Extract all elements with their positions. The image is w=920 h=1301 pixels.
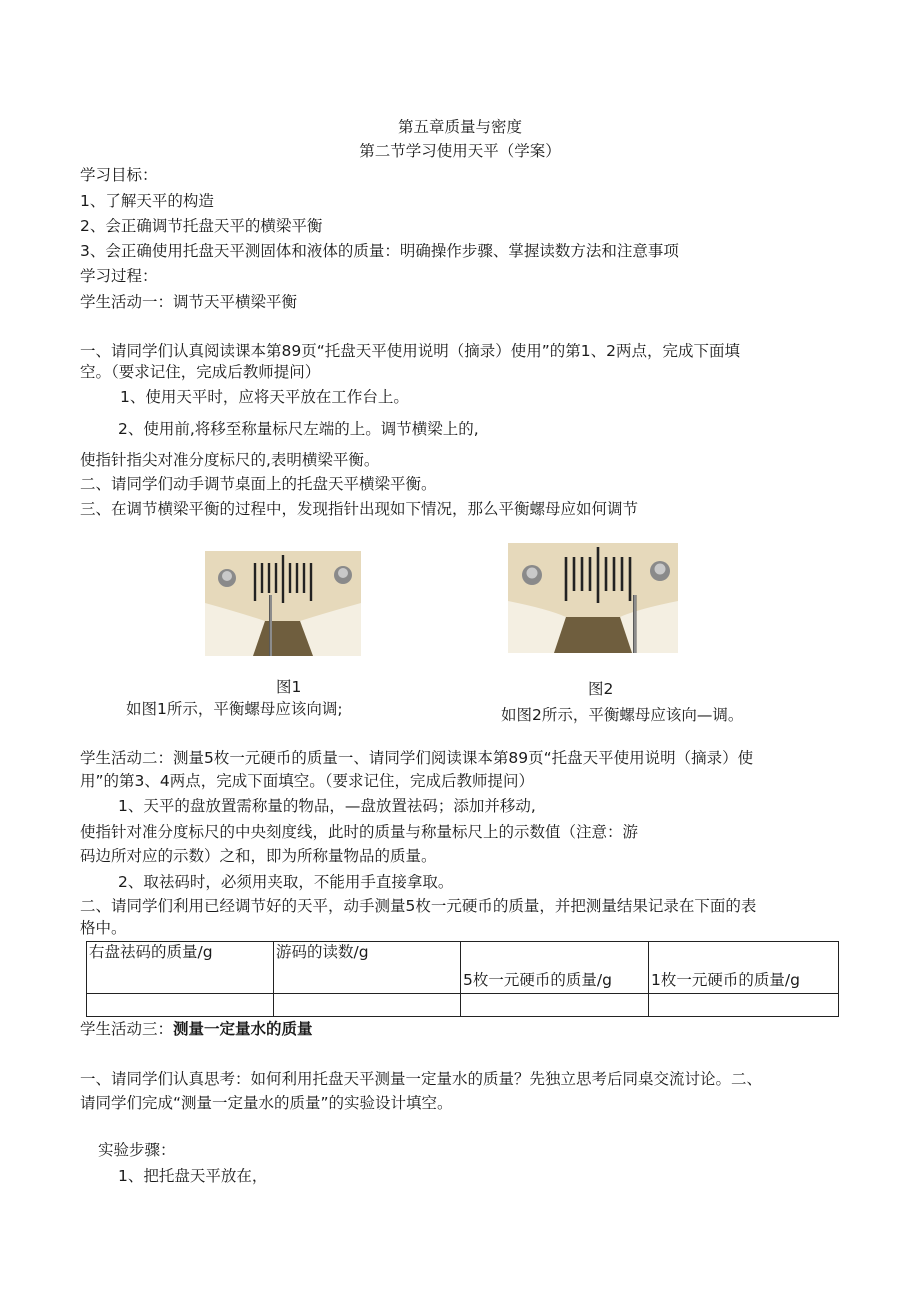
- section-title: 第二节学习使用天平（学案）: [359, 142, 561, 160]
- figure2-photo: [508, 543, 678, 653]
- activity3-title-bold: 测量一定量水的质量: [173, 1020, 313, 1038]
- activity2-line1: 学生活动二：测量5枚一元硬币的质量一、请同学们阅读课本第89页“托盘天平使用说明（摘录）使: [80, 749, 754, 767]
- table-header-cell: 1枚一元硬币的质量/g: [649, 942, 839, 994]
- chapter-title: 第五章质量与密度: [397, 118, 522, 136]
- activity1-title: 学生活动一：调节天平横梁平衡: [80, 293, 298, 311]
- table-cell[interactable]: [649, 994, 839, 1017]
- table-cell[interactable]: [461, 994, 649, 1017]
- figure1-balance-scale: [205, 551, 361, 656]
- activity2-line2: 用”的第3、4两点，完成下面填空。（要求记住，完成后教师提问）: [80, 772, 535, 790]
- activity3-title: [80, 1019, 313, 1039]
- coin-mass-table: [86, 941, 839, 1017]
- table-header-cell: 右盘祛码的质量/g: [87, 942, 274, 994]
- process-heading: 学习过程：: [80, 267, 158, 285]
- activity1-fill-2: 2、使用前,将移至称量标尺左端的上。调节横梁上的,: [118, 420, 479, 438]
- step-1: 1、把托盘天平放在，: [118, 1167, 268, 1185]
- activity2-paragraph2-line2: 格中。: [80, 919, 127, 937]
- objective-item: 1、了解天平的构造: [80, 192, 214, 210]
- activity2-paragraph2-line1: 二、请同学们利用已经调节好的天平，动手测量5枚一元硬币的质量，并把测量结果记录在下面的表: [80, 897, 757, 915]
- objective-item: 2、会正确调节托盘天平的横梁平衡: [80, 217, 323, 235]
- activity1-fill-2-continued: 使指针指尖对准分度标尺的,表明横梁平衡。: [80, 451, 380, 469]
- table-row: [87, 994, 839, 1017]
- figure1-photo: [205, 551, 361, 656]
- activity1-paragraph2: 二、请同学们动手调节桌面上的托盘天平横梁平衡。: [80, 475, 437, 493]
- activity1-paragraph1-line1: 一、请同学们认真阅读课本第89页“托盘天平使用说明（摘录）使用”的第1、2两点，完成下面填: [80, 342, 741, 360]
- activity2-fill-1: 1、天平的盘放置需称量的物品，—盘放置祛码；添加并移动,: [118, 797, 536, 815]
- activity3-paragraph1-line1: 一、请同学们认真思考：如何利用托盘天平测量一定量水的质量？先独立思考后同桌交流讨论。二、: [80, 1070, 763, 1088]
- figure2-label: 图2: [588, 680, 614, 698]
- table-header-cell: 游码的读数/g: [274, 942, 461, 994]
- activity2-fill-2: 2、取祛码时，必须用夹取，不能用手直接拿取。: [118, 873, 454, 891]
- figure2-caption: 如图2所示，平衡螺母应该向—调。: [501, 706, 744, 724]
- steps-heading: 实验步骤：: [98, 1141, 176, 1159]
- activity2-fill-1-continued: 码边所对应的示数）之和，即为所称量物品的质量。: [80, 847, 437, 865]
- table-header-row: [87, 942, 839, 994]
- objective-item: 3、会正确使用托盘天平测固体和液体的质量：明确操作步骤、掌握读数方法和注意事项: [80, 242, 679, 260]
- figure1-caption: 如图1所示，平衡螺母应该向调;: [126, 700, 343, 718]
- figure2-balance-scale: [508, 543, 678, 653]
- figure1-label: 图1: [276, 678, 302, 696]
- activity1-fill-1: 1、使用天平时，应将天平放在工作台上。: [120, 388, 409, 406]
- activity3-paragraph1-line2: 请同学们完成“测量一定量水的质量”的实验设计填空。: [80, 1094, 453, 1112]
- table-cell[interactable]: [274, 994, 461, 1017]
- table-cell[interactable]: [87, 994, 274, 1017]
- activity2-fill-1-continued: 使指针对准分度标尺的中央刻度线，此时的质量与称量标尺上的示数值（注意：游: [80, 823, 639, 841]
- activity1-paragraph3: 三、在调节横梁平衡的过程中，发现指针出现如下情况，那么平衡螺母应如何调节: [80, 500, 639, 518]
- objectives-heading: 学习目标：: [80, 166, 158, 184]
- table-header-cell: 5枚一元硬币的质量/g: [461, 942, 649, 994]
- activity3-title-prefix: 学生活动三：: [80, 1020, 174, 1038]
- activity1-paragraph1-line2: 空。（要求记住，完成后教师提问）: [80, 363, 321, 381]
